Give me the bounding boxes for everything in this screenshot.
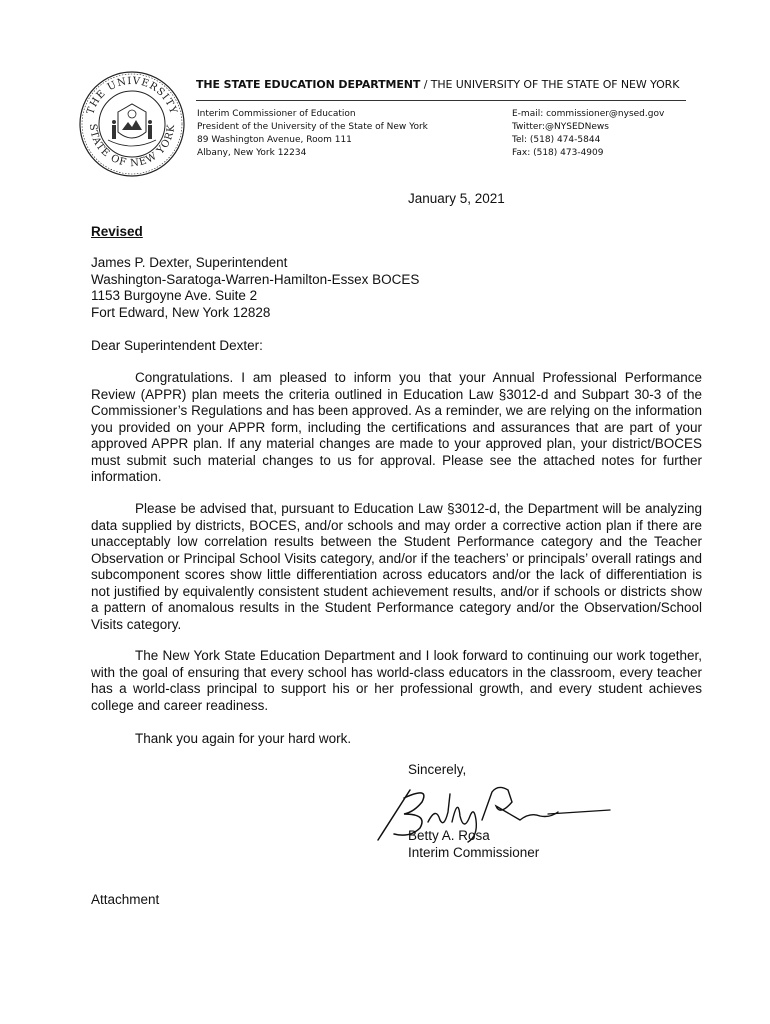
signer-block [408,828,539,861]
salutation: Dear Superintendent Dexter: [91,338,263,353]
signer-title: Interim Commissioner [408,844,540,860]
body-paragraph-1 [91,370,702,486]
body-paragraph-4 [91,731,702,748]
recipient-line: 1153 Burgoyne Ave. Suite 2 [91,288,258,303]
seal-bottom-text: STATE OF NEW YORK [86,123,178,170]
paragraph-text: The New York State Education Department and I look forward to continuing our work together, with the goal of ensuring that every school has world-class educators in the classroom, every teacher has a world-class principal to support his or her professional growth, and every student achieves college and career readiness. [91,648,702,713]
recipient-line: James P. Dexter, Superintendent [91,255,288,270]
recipient-line: Washington-Saratoga-Warren-Hamilton-Essex BOCES [91,271,420,287]
paragraph-text: Congratulations. I am pleased to inform you that your Annual Professional Performance Review (APPR) plan meets the criteria outlined in Education Law §3012-d and Subpart 30-3 of the Commissioner’s Regulations and has been approved. As a reminder, we are relying on the information you provided on your APPR form, including the certifications and assurances that are part of your approved APPR plan. If any material changes are made to your approved plan, your district/BOCES must submit such material changes to us for approval. Please see the attached notes for further information. [91,370,702,484]
paragraph-text: Thank you again for your hard work. [135,731,352,746]
department-name-rest: / THE UNIVERSITY OF THE STATE OF NEW YORK [420,78,680,91]
body-paragraph-2 [91,501,702,633]
attachment-label: Attachment [91,892,160,907]
signer-name: Betty A. Rosa [408,828,490,843]
recipient-line: Fort Edward, New York 12828 [91,304,271,320]
closing: Sincerely, [408,762,467,777]
fax-number: Fax: (518) 473-4909 [512,148,604,158]
university-seal [78,70,186,178]
recipient-address [91,255,419,321]
paragraph-text: Please be advised that, pursuant to Education Law §3012-d, the Department will be analyzing data supplied by districts, BOCES, and/or schools and may order a corrective action plan if there are unacceptably low correlation results between the Student Performance category and the Teacher Observation or Principal School Visits category, and/or if the teachers’ or principals’ overall ratings and subcomponent scores show little differentiation across educators and/or the lack of differentiation is not justified by equivalently consistent student achievement results, and/or if schools or districts show a pattern of anomalous results in the Student Performance category and/or the Observation/School Visits category. [91,501,702,632]
revised-label: Revised [91,224,143,239]
body-paragraph-3 [91,648,702,714]
commissioner-office-address [197,108,428,160]
header-left-line: Albany, New York 12234 [197,148,307,158]
commissioner-contact-info [512,108,664,160]
email-link[interactable]: E-mail: commissioner@nysed.gov [512,109,665,119]
telephone-number: Tel: (518) 474-5844 [512,135,601,145]
department-title [196,78,679,91]
seal-top-text: THE UNIVERSITY [85,75,179,116]
header-left-line: 89 Washington Avenue, Room 111 [197,135,352,145]
twitter-handle: Twitter:@NYSEDNews [512,122,609,132]
department-name-bold: THE STATE EDUCATION DEPARTMENT [196,78,421,91]
letter-date: January 5, 2021 [408,191,505,206]
header-divider [196,100,686,101]
header-left-line: President of the University of the State of New York [197,122,428,132]
header-left-line: Interim Commissioner of Education [197,109,356,119]
